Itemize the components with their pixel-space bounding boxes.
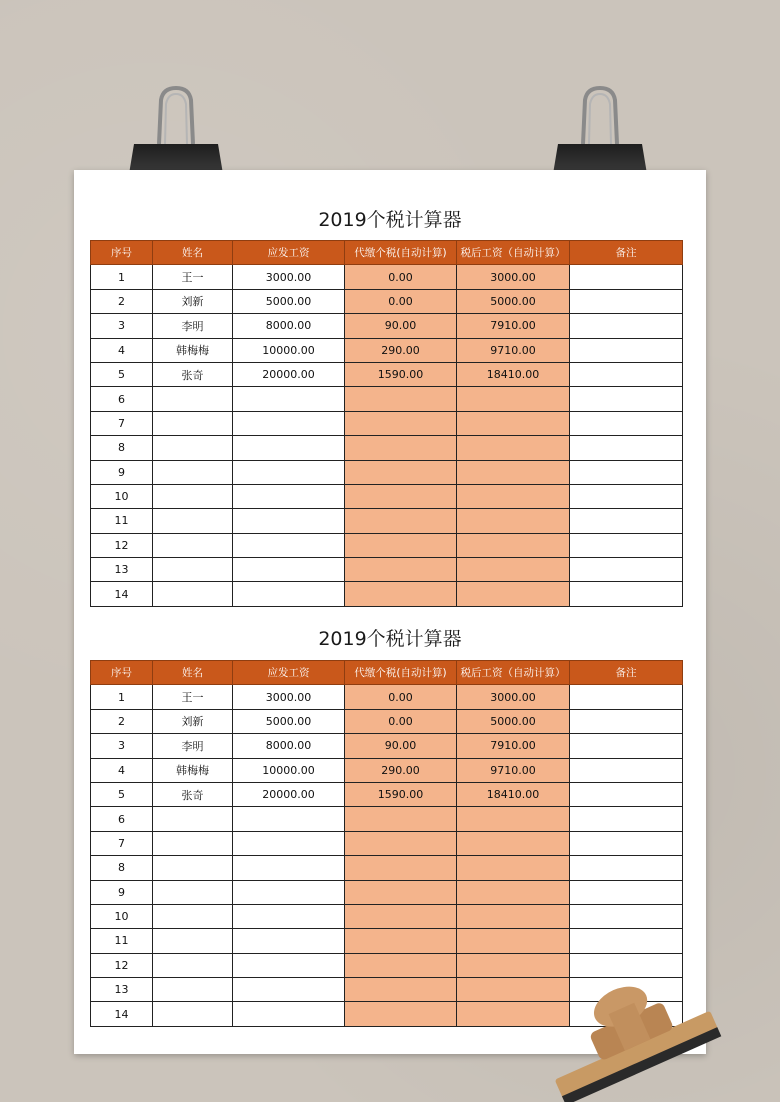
table-cell[interactable] bbox=[345, 953, 457, 977]
table-cell[interactable]: 10 bbox=[91, 904, 153, 928]
table-row bbox=[91, 709, 683, 733]
table-cell[interactable]: 韩梅梅 bbox=[153, 758, 233, 782]
table-cell[interactable] bbox=[345, 484, 457, 508]
table-cell[interactable]: 0.00 bbox=[345, 265, 457, 289]
table-cell[interactable]: 5000.00 bbox=[233, 709, 345, 733]
table-cell[interactable] bbox=[570, 709, 683, 733]
tax-table-1 bbox=[90, 240, 683, 607]
table-cell[interactable]: 张奇 bbox=[153, 782, 233, 806]
column-header: 序号 bbox=[91, 661, 153, 685]
table-row bbox=[91, 509, 683, 533]
table-cell[interactable]: 5000.00 bbox=[457, 709, 570, 733]
table-cell[interactable]: 3000.00 bbox=[457, 685, 570, 709]
table-row bbox=[91, 533, 683, 557]
table-cell[interactable]: 7910.00 bbox=[457, 314, 570, 338]
table-cell[interactable] bbox=[233, 978, 345, 1002]
table-cell[interactable] bbox=[345, 929, 457, 953]
table-cell[interactable] bbox=[570, 509, 683, 533]
table-cell[interactable] bbox=[457, 509, 570, 533]
table-cell[interactable] bbox=[457, 387, 570, 411]
column-header: 姓名 bbox=[153, 241, 233, 265]
table-cell[interactable] bbox=[233, 1002, 345, 1026]
table-cell[interactable]: 4 bbox=[91, 338, 153, 362]
table-row bbox=[91, 558, 683, 582]
tax-table-2 bbox=[90, 660, 683, 1027]
table-cell[interactable] bbox=[457, 558, 570, 582]
column-header: 代缴个税(自动计算) bbox=[345, 241, 457, 265]
table-cell[interactable] bbox=[153, 436, 233, 460]
table-cell[interactable]: 8 bbox=[91, 856, 153, 880]
table-cell[interactable] bbox=[570, 856, 683, 880]
table-cell[interactable]: 6 bbox=[91, 807, 153, 831]
table-row bbox=[91, 734, 683, 758]
table-cell[interactable]: 9710.00 bbox=[457, 338, 570, 362]
table-row bbox=[91, 904, 683, 928]
table-cell[interactable]: 1 bbox=[91, 685, 153, 709]
table-cell[interactable] bbox=[153, 387, 233, 411]
table-cell[interactable]: 2 bbox=[91, 289, 153, 313]
table-cell[interactable]: 290.00 bbox=[345, 338, 457, 362]
table-cell[interactable] bbox=[570, 289, 683, 313]
table-cell[interactable]: 5000.00 bbox=[233, 289, 345, 313]
table-row bbox=[91, 929, 683, 953]
table-cell[interactable] bbox=[153, 929, 233, 953]
table-cell[interactable] bbox=[570, 533, 683, 557]
table-cell[interactable] bbox=[233, 533, 345, 557]
table-cell[interactable] bbox=[153, 484, 233, 508]
table-cell[interactable] bbox=[233, 953, 345, 977]
table-cell[interactable]: 5000.00 bbox=[457, 289, 570, 313]
table-cell[interactable]: 3000.00 bbox=[233, 685, 345, 709]
column-header: 序号 bbox=[91, 241, 153, 265]
table-cell[interactable]: 20000.00 bbox=[233, 362, 345, 386]
paper-sheet bbox=[74, 170, 706, 1054]
table-cell[interactable] bbox=[570, 831, 683, 855]
table-cell[interactable]: 8000.00 bbox=[233, 314, 345, 338]
column-header: 应发工资 bbox=[233, 241, 345, 265]
table-cell[interactable]: 9710.00 bbox=[457, 758, 570, 782]
table-cell[interactable]: 8 bbox=[91, 436, 153, 460]
table-cell[interactable] bbox=[457, 831, 570, 855]
table-row bbox=[91, 362, 683, 386]
table-cell[interactable]: 11 bbox=[91, 509, 153, 533]
table-cell[interactable] bbox=[345, 533, 457, 557]
table-cell[interactable] bbox=[345, 387, 457, 411]
table-cell[interactable] bbox=[153, 880, 233, 904]
table-cell[interactable]: 290.00 bbox=[345, 758, 457, 782]
table-cell[interactable] bbox=[233, 558, 345, 582]
wooden-stamp bbox=[540, 976, 780, 1102]
table-cell[interactable] bbox=[153, 953, 233, 977]
table-cell[interactable]: 12 bbox=[91, 953, 153, 977]
table-cell[interactable]: 7910.00 bbox=[457, 734, 570, 758]
table-cell[interactable] bbox=[345, 904, 457, 928]
table-cell[interactable]: 10000.00 bbox=[233, 338, 345, 362]
table-cell[interactable]: 李明 bbox=[153, 734, 233, 758]
column-header: 备注 bbox=[570, 661, 683, 685]
table-cell[interactable] bbox=[570, 436, 683, 460]
table-cell[interactable] bbox=[345, 411, 457, 435]
table-cell[interactable]: 0.00 bbox=[345, 685, 457, 709]
table-row bbox=[91, 460, 683, 484]
table-row bbox=[91, 484, 683, 508]
table-header-row bbox=[91, 241, 683, 265]
table-cell[interactable]: 14 bbox=[91, 582, 153, 606]
table-cell[interactable]: 13 bbox=[91, 978, 153, 1002]
table-cell[interactable] bbox=[570, 387, 683, 411]
table-cell[interactable] bbox=[233, 509, 345, 533]
table-cell[interactable]: 张奇 bbox=[153, 362, 233, 386]
table-cell[interactable] bbox=[457, 953, 570, 977]
table-cell[interactable] bbox=[570, 807, 683, 831]
table-cell[interactable]: 10 bbox=[91, 484, 153, 508]
table-cell[interactable] bbox=[570, 953, 683, 977]
table-cell[interactable]: 4 bbox=[91, 758, 153, 782]
table-cell[interactable]: 0.00 bbox=[345, 289, 457, 313]
table-cell[interactable] bbox=[153, 831, 233, 855]
table-cell[interactable] bbox=[570, 880, 683, 904]
table-row bbox=[91, 289, 683, 313]
table-cell[interactable] bbox=[233, 807, 345, 831]
table-cell[interactable]: 3 bbox=[91, 314, 153, 338]
table-cell[interactable]: 0.00 bbox=[345, 709, 457, 733]
table-cell[interactable] bbox=[153, 807, 233, 831]
table-cell[interactable] bbox=[570, 734, 683, 758]
table-cell[interactable] bbox=[457, 436, 570, 460]
table-cell[interactable] bbox=[345, 856, 457, 880]
table-row bbox=[91, 758, 683, 782]
table-cell[interactable] bbox=[153, 509, 233, 533]
table-cell[interactable] bbox=[345, 978, 457, 1002]
table-row bbox=[91, 856, 683, 880]
table-cell[interactable]: 12 bbox=[91, 533, 153, 557]
table-cell[interactable] bbox=[233, 411, 345, 435]
table-cell[interactable] bbox=[233, 831, 345, 855]
table-cell[interactable] bbox=[457, 460, 570, 484]
table-cell[interactable]: 20000.00 bbox=[233, 782, 345, 806]
table-cell[interactable] bbox=[233, 904, 345, 928]
column-header: 备注 bbox=[570, 241, 683, 265]
column-header: 姓名 bbox=[153, 661, 233, 685]
table-header-row bbox=[91, 661, 683, 685]
table-cell[interactable] bbox=[570, 460, 683, 484]
table-cell[interactable] bbox=[345, 582, 457, 606]
table-cell[interactable]: 7 bbox=[91, 411, 153, 435]
table-cell[interactable] bbox=[345, 1002, 457, 1026]
table-row bbox=[91, 782, 683, 806]
table-cell[interactable]: 3 bbox=[91, 734, 153, 758]
table-cell[interactable] bbox=[570, 265, 683, 289]
table-cell[interactable]: 10000.00 bbox=[233, 758, 345, 782]
table-cell[interactable] bbox=[153, 533, 233, 557]
table-cell[interactable] bbox=[457, 929, 570, 953]
table-cell[interactable] bbox=[345, 880, 457, 904]
table-cell[interactable]: 2 bbox=[91, 709, 153, 733]
table-cell[interactable]: 14 bbox=[91, 1002, 153, 1026]
table-cell[interactable]: 王一 bbox=[153, 685, 233, 709]
table-cell[interactable] bbox=[153, 582, 233, 606]
table-cell[interactable] bbox=[233, 856, 345, 880]
table-cell[interactable] bbox=[570, 758, 683, 782]
table-cell[interactable] bbox=[153, 856, 233, 880]
table-cell[interactable]: 李明 bbox=[153, 314, 233, 338]
table-cell[interactable] bbox=[345, 831, 457, 855]
table-cell[interactable]: 1 bbox=[91, 265, 153, 289]
table-cell[interactable] bbox=[457, 856, 570, 880]
table-row bbox=[91, 582, 683, 606]
table-cell[interactable]: 6 bbox=[91, 387, 153, 411]
table-cell[interactable]: 刘新 bbox=[153, 289, 233, 313]
table-cell[interactable] bbox=[570, 338, 683, 362]
table-cell[interactable]: 刘新 bbox=[153, 709, 233, 733]
table-cell[interactable] bbox=[233, 582, 345, 606]
table-cell[interactable]: 7 bbox=[91, 831, 153, 855]
table-cell[interactable]: 3000.00 bbox=[233, 265, 345, 289]
table-cell[interactable] bbox=[457, 533, 570, 557]
clip-wire-right bbox=[577, 86, 623, 146]
table-cell[interactable] bbox=[153, 904, 233, 928]
table-cell[interactable] bbox=[457, 411, 570, 435]
table-cell[interactable] bbox=[570, 904, 683, 928]
table-cell[interactable]: 13 bbox=[91, 558, 153, 582]
table-cell[interactable] bbox=[570, 314, 683, 338]
table-row bbox=[91, 685, 683, 709]
table-cell[interactable]: 18410.00 bbox=[457, 782, 570, 806]
table-cell[interactable]: 3000.00 bbox=[457, 265, 570, 289]
table-cell[interactable] bbox=[570, 929, 683, 953]
table-cell[interactable] bbox=[345, 460, 457, 484]
table-cell[interactable] bbox=[570, 362, 683, 386]
column-header: 税后工资（自动计算） bbox=[457, 661, 570, 685]
sheet-title-2: 2019个税计算器 bbox=[318, 628, 462, 650]
table-cell[interactable] bbox=[570, 411, 683, 435]
table-cell[interactable] bbox=[457, 904, 570, 928]
table-row bbox=[91, 436, 683, 460]
table-row bbox=[91, 411, 683, 435]
table-cell[interactable]: 9 bbox=[91, 880, 153, 904]
table-cell[interactable]: 18410.00 bbox=[457, 362, 570, 386]
table-row bbox=[91, 265, 683, 289]
table-cell[interactable] bbox=[233, 387, 345, 411]
table-cell[interactable] bbox=[153, 558, 233, 582]
table-cell[interactable] bbox=[570, 558, 683, 582]
table-cell[interactable]: 11 bbox=[91, 929, 153, 953]
table-cell[interactable] bbox=[233, 460, 345, 484]
table-cell[interactable]: 韩梅梅 bbox=[153, 338, 233, 362]
table-cell[interactable] bbox=[345, 509, 457, 533]
clip-wire-left bbox=[153, 86, 199, 146]
table-row bbox=[91, 953, 683, 977]
table-cell[interactable] bbox=[153, 411, 233, 435]
column-header: 税后工资（自动计算） bbox=[457, 241, 570, 265]
table-row bbox=[91, 880, 683, 904]
table-cell[interactable] bbox=[233, 929, 345, 953]
table-cell[interactable] bbox=[457, 880, 570, 904]
column-header: 代缴个税(自动计算) bbox=[345, 661, 457, 685]
column-header: 应发工资 bbox=[233, 661, 345, 685]
table-cell[interactable] bbox=[570, 582, 683, 606]
table-cell[interactable]: 1590.00 bbox=[345, 362, 457, 386]
table-cell[interactable] bbox=[345, 558, 457, 582]
table-cell[interactable] bbox=[570, 782, 683, 806]
table-row bbox=[91, 387, 683, 411]
table-cell[interactable] bbox=[233, 880, 345, 904]
table-row bbox=[91, 831, 683, 855]
table-cell[interactable] bbox=[457, 484, 570, 508]
table-cell[interactable] bbox=[570, 685, 683, 709]
table-cell[interactable] bbox=[457, 807, 570, 831]
table-row bbox=[91, 314, 683, 338]
table-cell[interactable]: 9 bbox=[91, 460, 153, 484]
table-cell[interactable]: 90.00 bbox=[345, 314, 457, 338]
sheet-title-1: 2019个税计算器 bbox=[318, 209, 462, 231]
table-cell[interactable] bbox=[233, 436, 345, 460]
table-cell[interactable]: 5 bbox=[91, 782, 153, 806]
table-cell[interactable] bbox=[345, 807, 457, 831]
table-cell[interactable]: 8000.00 bbox=[233, 734, 345, 758]
table-cell[interactable] bbox=[153, 460, 233, 484]
table-cell[interactable] bbox=[570, 484, 683, 508]
table-cell[interactable] bbox=[153, 1002, 233, 1026]
table-cell[interactable]: 90.00 bbox=[345, 734, 457, 758]
table-cell[interactable] bbox=[457, 582, 570, 606]
table-cell[interactable] bbox=[345, 436, 457, 460]
table-row bbox=[91, 338, 683, 362]
table-cell[interactable]: 5 bbox=[91, 362, 153, 386]
table-cell[interactable] bbox=[153, 978, 233, 1002]
table-cell[interactable]: 1590.00 bbox=[345, 782, 457, 806]
table-cell[interactable] bbox=[233, 484, 345, 508]
table-cell[interactable]: 王一 bbox=[153, 265, 233, 289]
table-row bbox=[91, 807, 683, 831]
